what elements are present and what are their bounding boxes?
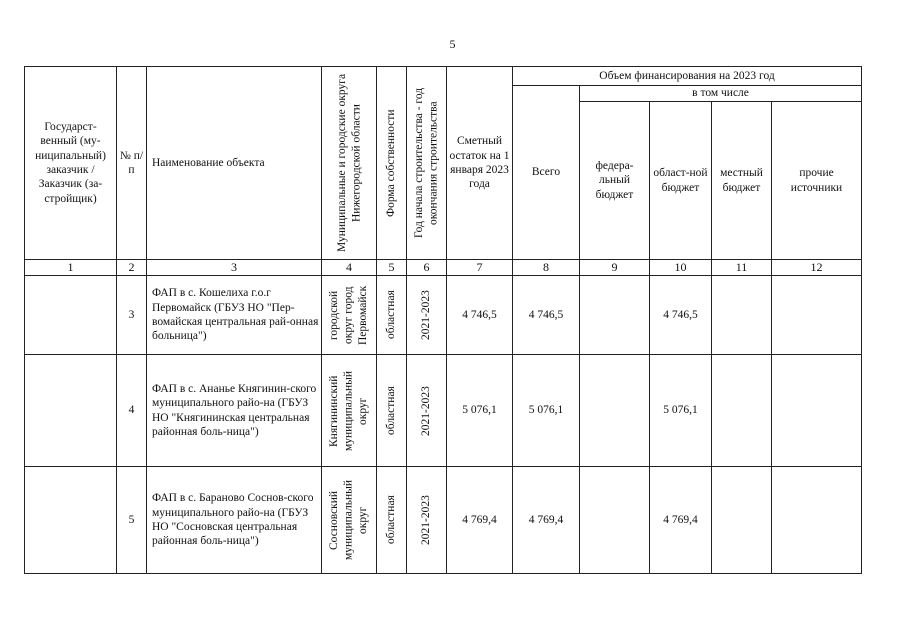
- row-ownership: [377, 355, 407, 467]
- column-number: 4: [322, 260, 377, 276]
- table-row: [25, 355, 862, 467]
- column-number: 6: [407, 260, 447, 276]
- column-number: 9: [580, 260, 650, 276]
- row-district: [322, 467, 377, 574]
- row-federal: [580, 355, 650, 467]
- row-remainder: 4 769,4: [447, 467, 513, 574]
- column-number: 7: [447, 260, 513, 276]
- row-local: [712, 355, 772, 467]
- column-number: 8: [513, 260, 580, 276]
- header-district-text: Муниципальные и городские округа Нижегородской области: [335, 73, 362, 253]
- row-regional: 4 769,4: [650, 467, 712, 574]
- row-district: [322, 276, 377, 355]
- column-number: 10: [650, 260, 712, 276]
- row-num: 5: [117, 467, 147, 574]
- header-ownership: [377, 67, 407, 260]
- row-regional: 4 746,5: [650, 276, 712, 355]
- row-years: [407, 276, 447, 355]
- header-including: в том числе: [580, 86, 862, 102]
- header-other: прочие источники: [772, 102, 862, 260]
- row-customer: [25, 276, 117, 355]
- page-number: 5: [449, 37, 456, 51]
- row-object-name: ФАП в с. Ананье Княгинин-ского муниципального райо-на (ГБУЗ НО "Княгининская центральная районная боль-ница"): [147, 355, 322, 467]
- header-regional: област-ной бюджет: [650, 102, 712, 260]
- header-customer: Государст-венный (му-ниципальный) заказчик / Заказчик (за-стройщик): [25, 67, 117, 260]
- row-district: [322, 355, 377, 467]
- row-num: 3: [117, 276, 147, 355]
- row-other: [772, 276, 862, 355]
- header-remainder: Сметный остаток на 1 января 2023 года: [447, 67, 513, 260]
- column-number: 12: [772, 260, 862, 276]
- row-other: [772, 355, 862, 467]
- budget-table: [24, 66, 862, 574]
- row-federal: [580, 276, 650, 355]
- row-customer: [25, 467, 117, 574]
- row-ownership: [377, 467, 407, 574]
- header-district: [322, 67, 377, 260]
- header-object-name: Наименование объекта: [147, 67, 322, 260]
- row-total: 4 746,5: [513, 276, 580, 355]
- row-district-text: городской округ город Первомайск: [328, 285, 370, 345]
- row-ownership: [377, 276, 407, 355]
- row-years: [407, 467, 447, 574]
- row-years: [407, 355, 447, 467]
- header-total: Всего: [513, 86, 580, 260]
- column-number: 11: [712, 260, 772, 276]
- row-num: 4: [117, 355, 147, 467]
- row-years-text: 2021-2023: [420, 290, 433, 340]
- row-total: 4 769,4: [513, 467, 580, 574]
- row-ownership-text: областная: [385, 495, 398, 545]
- column-numbers-row: [25, 260, 862, 276]
- column-number: 1: [25, 260, 117, 276]
- table-row: [25, 467, 862, 574]
- header-ownership-text: Форма собственности: [385, 109, 398, 217]
- row-regional: 5 076,1: [650, 355, 712, 467]
- row-ownership-text: областная: [385, 290, 398, 340]
- row-object-name: ФАП в с. Кошелиха г.о.г Первомайск (ГБУЗ НО "Пер-вомайская центральная рай-онная больница"): [147, 276, 322, 355]
- row-federal: [580, 467, 650, 574]
- row-other: [772, 467, 862, 574]
- header-funding-title: Объем финансирования на 2023 год: [513, 67, 862, 86]
- row-remainder: 5 076,1: [447, 355, 513, 467]
- column-number: 5: [377, 260, 407, 276]
- table-row: [25, 276, 862, 355]
- header-local: местный бюджет: [712, 102, 772, 260]
- row-years-text: 2021-2023: [420, 495, 433, 545]
- row-customer: [25, 355, 117, 467]
- row-total: 5 076,1: [513, 355, 580, 467]
- column-number: 3: [147, 260, 322, 276]
- row-object-name: ФАП в с. Бараново Соснов-ского муниципального райо-на (ГБУЗ НО "Сосновская центральная районная боль-ница"): [147, 467, 322, 574]
- row-remainder: 4 746,5: [447, 276, 513, 355]
- row-district-text: Сосновский муниципальный округ: [328, 479, 370, 561]
- header-num: № п/п: [117, 67, 147, 260]
- row-ownership-text: областная: [385, 386, 398, 435]
- row-local: [712, 276, 772, 355]
- header-years: [407, 67, 447, 260]
- header-federal: федера-льный бюджет: [580, 102, 650, 260]
- row-district-text: Княгининский муниципальный округ: [328, 370, 370, 451]
- column-number: 2: [117, 260, 147, 276]
- row-local: [712, 467, 772, 574]
- row-years-text: 2021-2023: [420, 385, 433, 436]
- header-years-text: Год начала строительства - год окончания строительства: [413, 87, 440, 239]
